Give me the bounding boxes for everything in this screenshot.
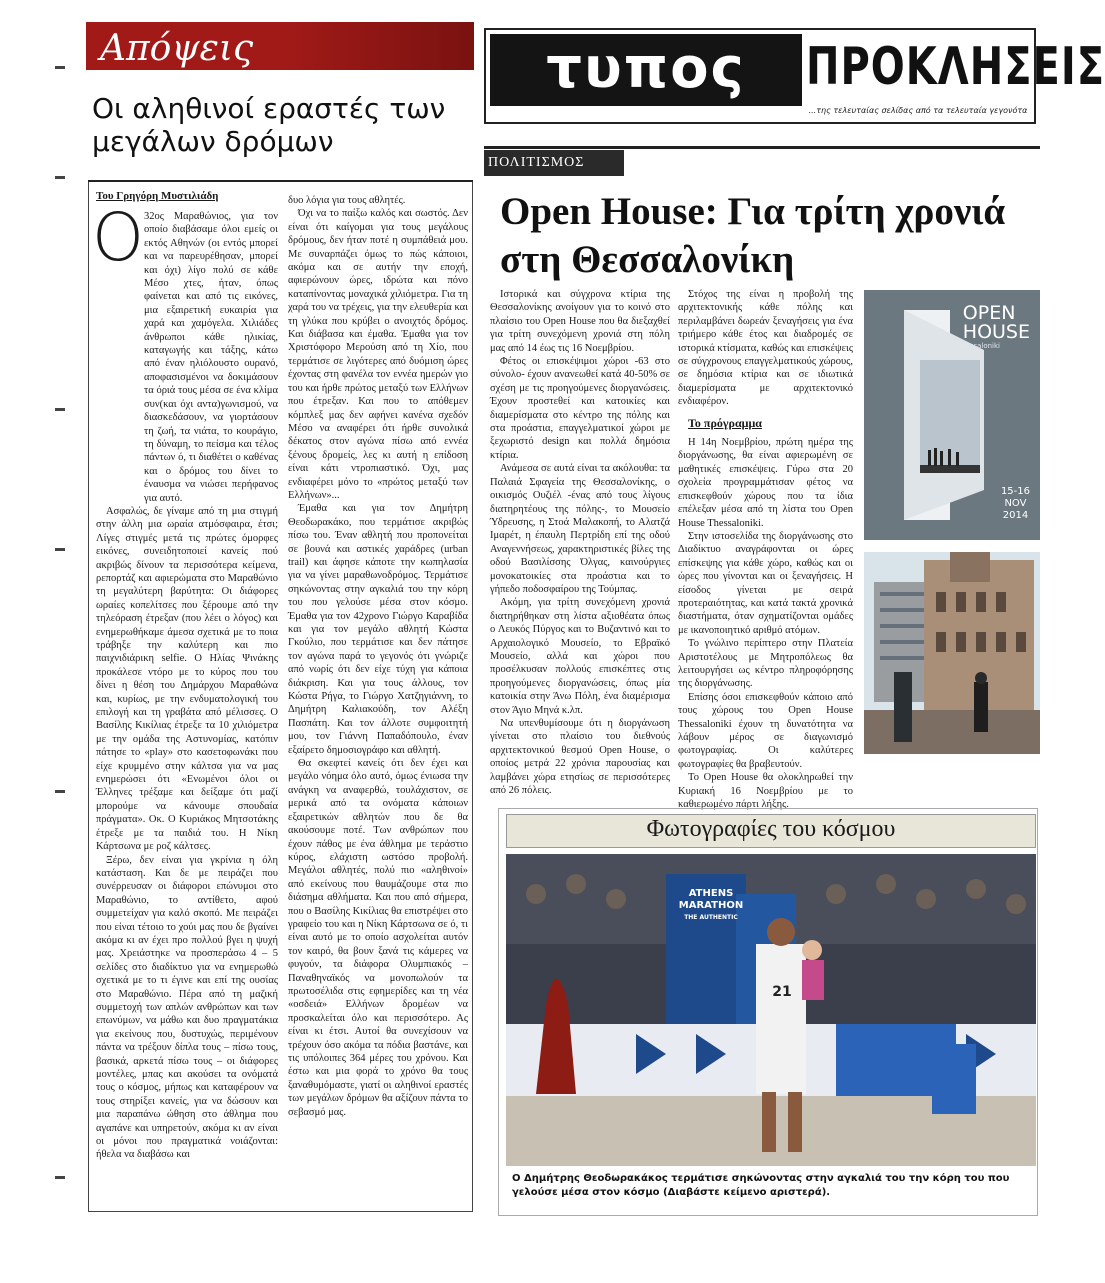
paragraph: Στην ιστοσελίδα της διοργάνωσης στο Διαδίκτυο αναγράφονται οι ώρες επίσκεψης για κάθε χώρο, καθώς και οι ώρες που γίνονται και οι ξεναγήσεις. Η είσοδος γίνεται με σειρά προτεραιότητας, και κατά τακτά χρονικά διαστήματα, όταν σχηματίζονται ομάδες με ικανοποιητικό αριθμό ατόμων.	[678, 530, 853, 636]
paragraph: Να υπενθυμίσουμε ότι η διοργάνωση γίνεται στο πλαίσιο του διεθνούς αρχιτεκτονικού θεσμού Open House, ο οποίος μετρά 22 χρόνια παρουσίας και λαμβάνει χώρα ετησίως σε περισσότερες από 26 πόλεις.	[490, 718, 670, 797]
paragraph: Ανάμεσα σε αυτά είναι τα ακόλουθα: τα Παλαιά Σφαγεία της Θεσσαλονίκης, ο οικισμός Ουζιέλ -ένας από τους λίγους διατηρητέους της πόλης-, το Μουσείο Ύδρευσης, η Στοά Μαλακοπή, το Αλατζά Ιμαρέτ, η έπαυλη Περτρίδη επί της οδού Αναγεννήσεως, χαρακτηριστικές βίλες της οδού Βασιλίσσης Όλγας, καινούργιες μονοκατοικίες στα προάστια και το γήπεδο ποδοσφαίρου της Τούμπας.	[490, 463, 670, 595]
paragraph: Ξέρω, δεν είναι για γκρίνια η όλη κατάσταση. Και δε με πειράζει που συνέρρευσαν οι διάφοροι επώνυμοι στο Μαραθώνιο, το αντίθετο, αφού συμμετείχαν για καλό σκοπό. Με πειράζει που είναι τέτοιο το χούι μας που δε βγαίνει ακόμα κι αν έχει προ πολλού βγει η ψυχή μας. Χρειάστηκε να προσπεράσω 4 – 5 σελίδες στο διαδίκτυο για να ενημερωθώ σχετικά με το τι έγινε και επί της ουσίας στο Μαραθώνιο. Πέρα από τη μαζική συμμετοχή των απλών ανθρώπων και των επωνύμων, να μάθω και δυο πραγματάκια για εκείνους που, δυστυχώς, περιμένουν πάντα να τρέξουν δίπλα τους – πίσω τους, βασικά, αρκετά πίσω τους – οι διάφορες μοντέλες, μπας και ακούσει τα ονόματά τους ο κόσμος, μήπως και καταφέρουν να τους στηρίξει κανείς, για να δώσουν και μια παραπάνω ώθηση στο άθλημα που αγαπάνε και υπηρετούν, ακόμα κι αν είναι οι μόνοι που πραγματικά νοιάζονται: ήθελα να διαβάσω και	[96, 854, 278, 1161]
poster-title-line: HOUSE	[962, 321, 1030, 343]
poster-date	[1001, 486, 1030, 522]
poster-title-line: OPEN	[962, 302, 1016, 324]
paragraph: Φέτος οι επισκέψιμοι χώροι -63 στο σύνολο- έχουν ανανεωθεί κατά 40-50% σε σχέση με τις προηγούμενες διοργανώσεις. Έχουν προστεθεί και κατοικίες και διαμερίσματα στο κέντρο της πόλης και στα προάστια, επαγγελματικοί χώροι με ξεχωριστό design και πολλά δημόσια κτίρια.	[490, 356, 670, 461]
section-label: Απόψεις	[100, 28, 254, 69]
paragraph: δυο λόγια για τους αθλητές.	[288, 195, 406, 206]
poster-date-line: NOV	[1004, 498, 1027, 509]
poster-title	[963, 304, 1030, 342]
margin-mark	[55, 176, 65, 179]
marathon-banner-text	[676, 888, 746, 924]
margin-mark	[55, 548, 65, 551]
paragraph: Θα σκεφτεί κανείς ότι δεν έχει και μεγάλο νόημα όλο αυτό, όμως ένιωσα την ανάγκη να αναφερθώ, τουλάχιστον, σε μερικά από τα ονόματα κάποιων εξαιρετικών αθλητών που δε θα ακούσουμε ποτέ. Των ανθρώπων που έχουν πάθος με ένα άθλημα με τεράστιο κύρος, ελάχιστη ωστόσο προβολή. Μεγάλοι αθλητές, πολύ πιο «αληθινοί» από εκείνους που θαυμάζουμε στα πιο διάσημα αθλήματα. Και που από σήμερα, που ο Βασίλης Κικίλιας θα επιστρέψει στο γραφείο του και η Νίκη Κάρτσωνα σε ό, τι είναι αυτό με το οποίο ασχολείται αυτόν τον καιρό, θα βουν ξανά τις κάμερες να φυγούν, τα διάφορα Ολυμπιακός – Παναθηναϊκός να μονοπωλούν τα πρωτοσέλιδα στις εφημερίδες και τη νέα «οσδειά» Ελλήνων δρομέων να προσκαλείται όλο και περισσότερο. Ας είναι κι έτσι. Αυτοί θα συνεχίσουν να τρέχουν όσο ακόμα τα πόδια βαστάνε, και τις υπόλοιπες 364 μέρες του χρόνου. Και έστω και μια φορά το χρόνο θα τους ξαναθυμόμαστε, γιατί οι αληθινοί εραστές των μεγάλων δρόμων θα αξίζουν πάντα το σεβασμό μας.	[288, 758, 468, 1118]
margin-mark	[55, 408, 65, 411]
poster-date-line: 2014	[1002, 510, 1029, 521]
banner-line: MARATHON	[678, 900, 744, 911]
marathon-graphic	[506, 854, 1036, 1166]
article-title: Οι αληθινοί εραστές των μεγάλων δρόμων	[92, 92, 446, 158]
paragraph: Όχι να το παίξω καλός και σωστός. Δεν είναι ότι καίγομαι για τους μεγάλους δρόμους, δεν ήταν ποτέ η συμπάθειά μου. Με συναρπάζει όμως το πώς κάποιοι, ακόμα και σε αυτήν την εποχή, αφιερώνουν ώρες, ιδρώτα και πόνο καταπίνοντας μοναχικά χιλιόμετρα. Για τη χαρά του να τρέχεις, για την ελευθερία και τη γλύκα που κρύβει ο ανοιχτός δρόμος. Και διάβασα και έμαθα. Έμαθα για τον Χριστόφορο Μερούση από τη Χίο, που τερμάτισε σε λιγότερες από δυόμιση ώρες έχοντας στη φανέλα τον εννέα ημερών γιο του και ήρθε πρώτος μεταξύ των Ελλήνων που έτρεξαν. Και που το απόθεμεν κόμπλεξ μας δεν αφήνει κανένα σχεδόν Μέσο να αναφέρει ότι ήρθε συνολικά δέκατος στον αγώνα πίσω από εννέα ξένους δρομείς, λες κι αυτή η επίδοση είναι κάτι ντροπιαστικό. Όχι, μας ενδιαφέρει μόνο το «πρώτος μεταξύ των Ελλήνων»...	[288, 208, 468, 501]
margin-mark	[55, 66, 65, 69]
drop-cap: Ο	[92, 199, 144, 276]
masthead-tagline: ...της τελευταίας σελίδας από τα τελευταία γεγονότα	[808, 106, 1028, 115]
banner-line: THE AUTHENTIC	[684, 914, 738, 921]
photo-caption: Ο Δημήτρης Θεοδωρακάκος τερμάτισε σηκώνοντας στην αγκαλιά του την κόρη του που γελούσε μέσα στον κόσμο (Διαβάστε κείμενο αριστερά).	[512, 1173, 1010, 1198]
paragraph: Ιστορικά και σύγχρονα κτίρια της Θεσσαλονίκης ανοίγουν για το κοινό στο πλαίσιο του Open House που θα διεξαχθεί για τρίτη συνεχόμενη χρονιά στη πόλη μας από 14 έως τις 16 Νοεμβρίου.	[490, 289, 670, 354]
section-tab: ΠΟΛΙΤΙΣΜΟΣ	[484, 150, 624, 176]
margin-mark	[55, 1176, 65, 1179]
poster-subtitle: Thessaloniki	[956, 342, 1000, 350]
paragraph: Έμαθα και για τον Δημήτρη Θεοδωρακάκο, που τερμάτισε ακριβώς πίσω του. Έναν αθλητή που προπονείται σε βουνά και αστικές χαράδρες (urban trail) και άφησε κάποτε την κωπηλασία για να γίνει μαραθωνοδρόμος. Τερμάτισε σηκώνοντας στην αγκαλιά του την κόρη του που γελούσε μέσα στον κόσμο. Έμαθα για τον 42χρονο Γιώργο Καραβίδα και για τον μεγάλο αθλητή Κώστα Γκούλιο, που τερμάτισε και δεν πάτησε τον αγώνα παρά το γεγονός ότι γνώριζε από νωρίς ότι δεν είχε τύχη για κάποια διάκριση. Και για τους άλλους, τον Κώστα Ρήγα, το Γιώργο Χατζηγιάννη, το Δημήτρη Καλιακούδη, τον Αλέξη Πασπάτη. Και τον άλλοτε συμφοιτητή μου, τον Γιάννη Παπαδόπουλο, έναν εξαίρετο δημοσιογράφο και αθλητή.	[288, 503, 468, 756]
banner-line: ATHENS	[688, 888, 734, 899]
paragraph: Ασφαλώς, δε γίναμε από τη μια στιγμή στην άλλη μια ωραία ατμόσφαιρα, έτσι; Λίγες στιγμές μετά τις πρώτες όμορφες εικόνες, συνειδητοποιεί κανείς πού ακριβώς δίνουν τα περισσότερα κείμενα, ρεπορτάζ και αφιερώματα στο Μαραθώνιο τη μεγαλύτερη βαρύτητα: Οι διάφορες ωραίες κοπελίτσες που ξέρουμε από την τηλεόραση έτρεξαν (που λέει ο λόγος) και ενημερωθήκαμε άμεσα σχετικά με το ποια τράβηξε την καλύτερη και πιο παιχνιδιάρικη selfie. Ο Ηλίας Ψινάκης προκάλεσε ντόρο με το κύρος που του δίνει η θέση του Δημάρχου Μαραθώνα και, κυρίως, με την ενδυματολογική του επιλογή και τη γραβάτα από μέλισσες. Ο Βασίλης Κικίλιας έτρεξε τα 10 χιλιόμετρα με την ομάδα της Αστυνομίας, κατόπιν πάτησε το «play» στο κασετοφωνάκι που είχε κρυμμένο στην κάλτσα για να μας ενημερώσει ότι «Ενωμένοι όλοι οι Έλληνες τρέξαμε και δείξαμε ότι μαζί μπορούμε να κάνουμε σπουδαία πράγματα». Οκ. Ο Κυριάκος Μητσοτάκης έτρεξε με τα παιδιά του. Η Νίκη Κάρτσωνα με ροζ κάλτσες.	[96, 505, 278, 853]
paragraph: Επίσης όσοι επισκεφθούν κάποιο από τους χώρους του Open House Thessaloniki έχουν τη δυνατότητα να λάβουν μέρος σε διαγωνισμό φωτογραφίας. Οι καλύτερες φωτογραφίες θα βραβευτούν.	[678, 691, 853, 770]
marathon-photo	[506, 854, 1036, 1166]
open-house-poster	[864, 290, 1040, 540]
building-photo	[864, 552, 1040, 754]
article-column-1	[490, 288, 670, 797]
paragraph: Στόχος της είναι η προβολή της αρχιτεκτονικής κάθε πόλης και περιλαμβάνει δωρεάν ξεναγήσεις για ένα τριήμερο κάθε έτος και διαδρομές σε ιστορικά κτίσματα, καθώς και επισκέψεις σε σύγχρονους επαγγελματικούς χώρους, σε δημόσια κτίρια και σε ιδιωτικά διαμερίσματα με αρχιτεκτονικό ενδιαφέρον.	[678, 289, 853, 408]
subheading: Το πρόγραμμα	[688, 415, 762, 430]
article-column-1	[96, 210, 278, 1162]
article-column-2	[288, 194, 468, 1119]
article-column-2	[678, 288, 853, 811]
paragraph: Το γνώλινο περίπτερο στην Πλατεία Αριστοτέλους με Μητροπόλεως θα λειτουργήσει ως κέντρο πληροφόρησης της διοργάνωσης.	[678, 638, 853, 690]
divider	[484, 146, 1040, 149]
poster-date-line: 15-16	[1000, 486, 1030, 497]
photo-section-title: Φωτογραφίες του κόσμου	[646, 816, 896, 842]
margin-mark	[55, 790, 65, 793]
paragraph: 32ος Μαραθώνιος, για τον οποίο διαβάσαμε όλοι εμείς οι εκτός Αθηνών (οι εντός μπορεί και να παρευρέθησαν, μπορεί και όχι) λίγο πολύ σε κάθε Μέσο χτες, ήταν, όπως φαίνεται και από τις εικόνες, μια εξαιρετική ευκαιρία για χαρά και χαμόγελα. Χιλιάδες άνθρωποι κάθε ηλικίας, καταγωγής και τάξης, κάτω από έναν ηλιόλουστο ουρανό, αποφασισμένοι να δοκιμάσουν τα όριά τους μέσα σε ένα κλίμα συν(και όχι αντα)γωνισμού, να διασκεδάσουν, να γιορτάσουν τη ζωή, τα νιάτα, το κουράγιο, τη δύναμη, το πείσμα και τέλος πάντων ό, τι διαθέτει ο καθένας και ο δρόμος του δίνει το έναυσμα να νιώσει περήφανος για αυτό.	[144, 211, 278, 504]
paragraph: Το Open House θα ολοκληρωθεί την Κυριακή 16 Νοεμβρίου με το καθιερωμένο πάρτι λήξης.	[678, 772, 853, 811]
masthead-section: ΠΡΟΚΛΗΣΕΙΣ	[806, 37, 1105, 97]
paragraph: Ακόμη, για τρίτη συνεχόμενη χρονιά διατηρήθηκαν στη λίστα αξιοθέατα όπως ο Λευκός Πύργος και το Βυζαντινό και το Αρχαιολογικό Μουσείο, το Εβραϊκό Μουσείο, αλλά και χώροι που προσέλκυσαν πολλούς επισκέπτες στις προηγούμενες διοργανώσεις, όπως μία κατοικία στην Άνω Πόλη, ένα διαμέρισμα στον Άγιο Μηνά κ.λπ.	[490, 597, 670, 716]
byline: Του Γρηγόρη Μυστιλιάδη	[96, 190, 219, 202]
paragraph: Η 14η Νοεμβρίου, πρώτη ημέρα της διοργάνωσης, θα είναι αφιερωμένη σε μαθητικές επισκέψεις. Γύρω στα 20 σχολεία προγραμμάτισαν φέτος να επισκεφθούν χώρους που τα ίδια επέλεξαν μέσα από τη λίστα του Open House Thessaloniki.	[678, 437, 853, 529]
article-title: Open House: Για τρίτη χρονιά στη Θεσσαλονίκη	[500, 190, 1006, 281]
building-graphic	[864, 552, 1040, 754]
race-bib: 21	[772, 984, 792, 1000]
masthead-brand: τυπος	[546, 36, 746, 101]
